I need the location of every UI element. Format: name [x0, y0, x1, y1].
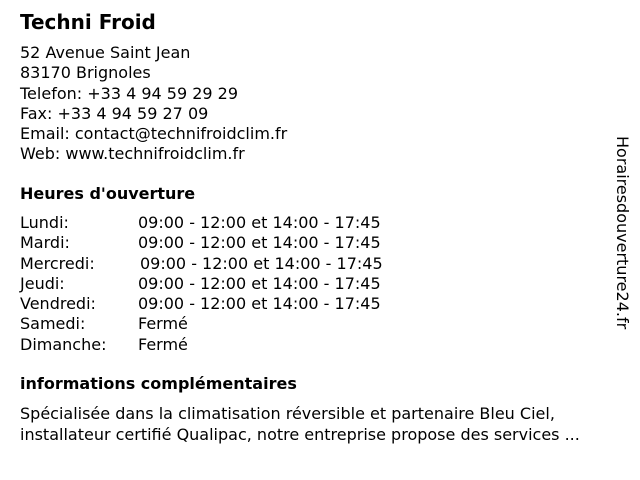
hours-row-saturday [20, 314, 383, 334]
hours-row-thursday [20, 274, 383, 294]
info-line-1: Spécialisée dans la climatisation réversible et partenaire Bleu Ciel, [20, 404, 555, 423]
time-range: 09:00 - 12:00 et 14:00 - 17:45 [138, 213, 381, 232]
day-label: Vendredi: [20, 294, 96, 314]
contact-block [20, 43, 287, 165]
business-name: Techni Froid [20, 10, 156, 34]
hours-row-friday [20, 294, 383, 314]
day-label: Mardi: [20, 233, 70, 253]
info-line-2: installateur certifié Qualipac, notre entreprise propose des services ... [20, 425, 580, 444]
time-range: 09:00 - 12:00 et 14:00 - 17:45 [138, 294, 381, 314]
address-line-2: 83170 Brignoles [20, 63, 151, 83]
hours-heading: Heures d'ouverture [20, 184, 196, 203]
phone-number: Telefon: +33 4 94 59 29 29 [20, 83, 239, 103]
day-label: Lundi: [20, 213, 69, 232]
time-range: Fermé [138, 334, 188, 354]
info-description [20, 403, 580, 445]
hours-row-sunday [20, 335, 383, 355]
website-address: Web: www.technifroidclim.fr [20, 144, 245, 164]
fax-number: Fax: +33 4 94 59 27 09 [20, 103, 209, 123]
day-label: Samedi: [20, 314, 86, 334]
hours-row-tuesday [20, 233, 383, 253]
email-address: Email: contact@technifroidclim.fr [20, 124, 288, 144]
info-heading: informations complémentaires [20, 374, 297, 393]
hours-row-monday [20, 213, 383, 233]
day-label: Mercredi: [20, 253, 95, 273]
hours-row-wednesday [20, 254, 383, 274]
time-range: 09:00 - 12:00 et 14:00 - 17:45 [138, 273, 381, 293]
day-label: Jeudi: [20, 273, 65, 293]
time-range: 09:00 - 12:00 et 14:00 - 17:45 [140, 253, 383, 273]
time-range: Fermé [138, 314, 188, 334]
hours-table [20, 213, 383, 355]
time-range: 09:00 - 12:00 et 14:00 - 17:45 [138, 233, 381, 253]
day-label: Dimanche: [20, 334, 107, 354]
site-watermark: Horairesdouverture24.fr [613, 136, 632, 330]
address-line-1: 52 Avenue Saint Jean [20, 43, 191, 62]
